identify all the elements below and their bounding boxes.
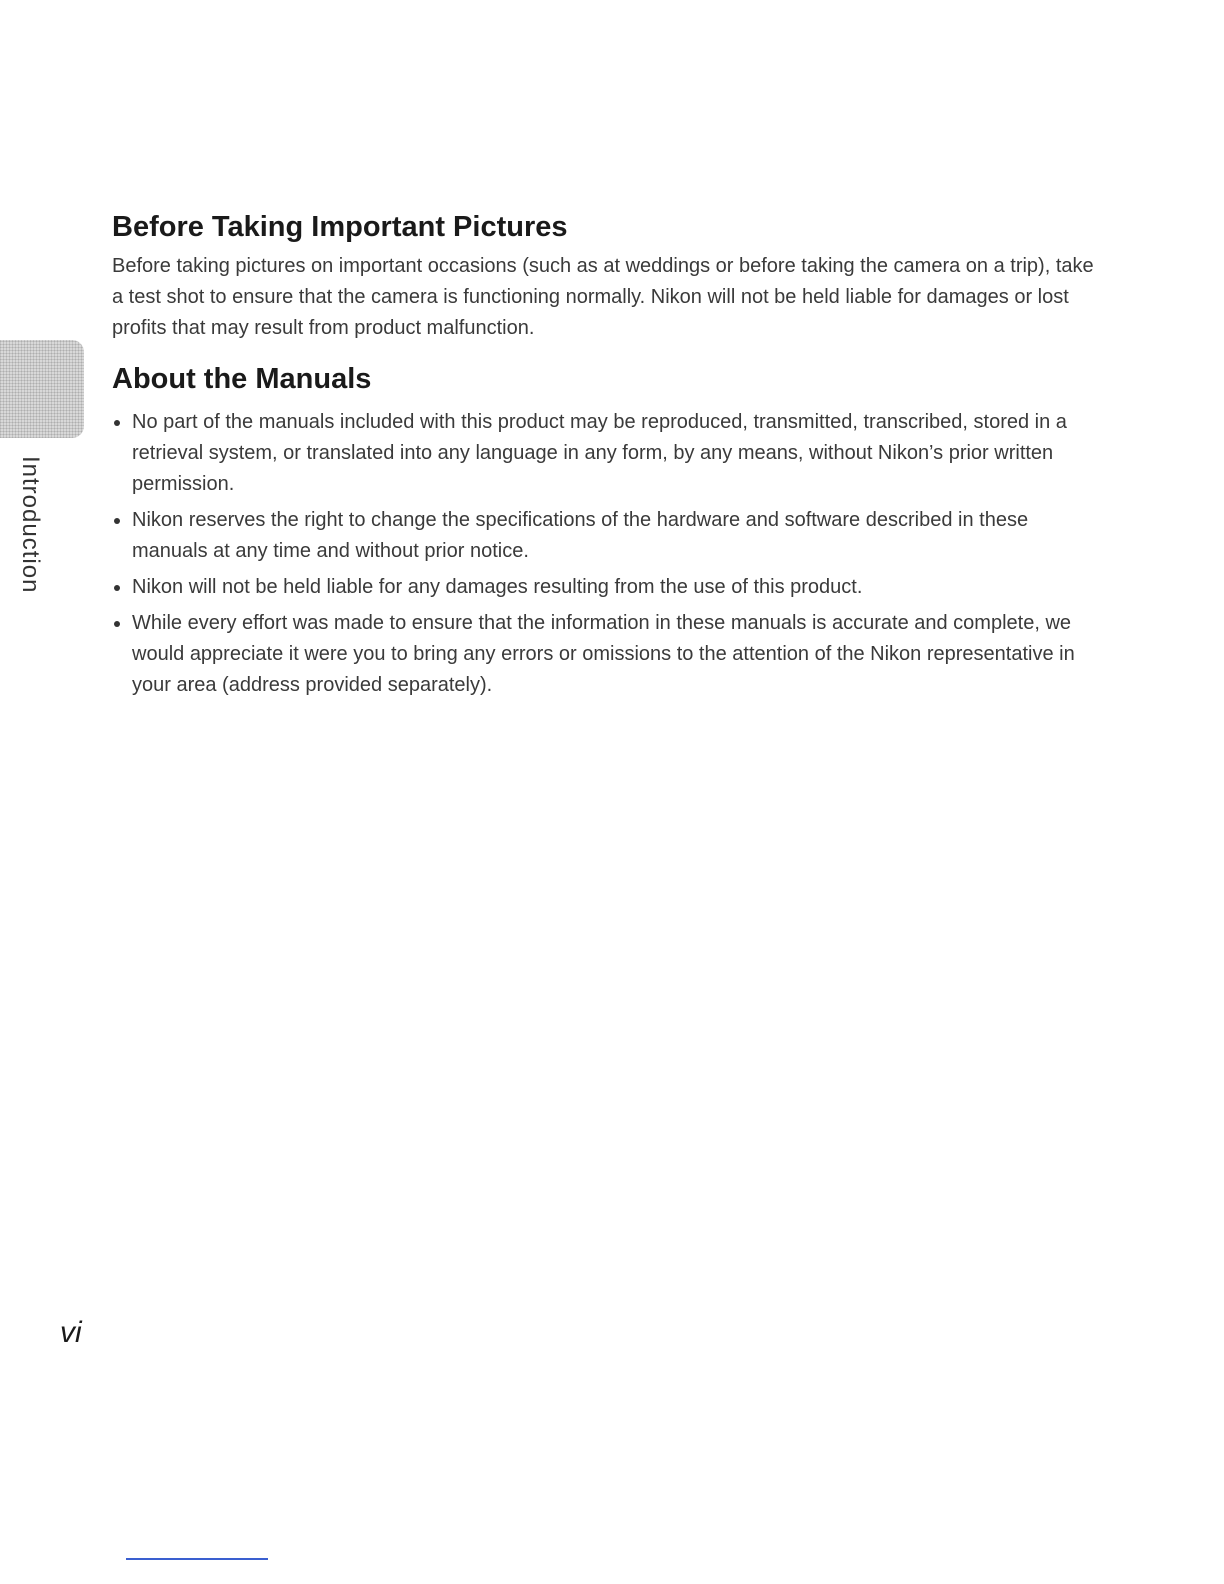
bullet-icon [114, 621, 120, 627]
bullet-icon [114, 420, 120, 426]
list-item [112, 505, 1102, 567]
bullet-icon [114, 585, 120, 591]
bullet-icon [114, 518, 120, 524]
list-item-text: Nikon reserves the right to change the specifications of the hardware and software described in these manuals at any time and without prior notice. [132, 508, 1029, 562]
manuals-heading: About the Manuals [112, 362, 372, 395]
section-tab-marker [0, 340, 84, 438]
important-pictures-heading: Before Taking Important Pictures [112, 211, 568, 243]
footer-divider [126, 1558, 268, 1560]
list-item [112, 572, 1102, 603]
manuals-bullet-list [112, 407, 1102, 701]
important-pictures-paragraph: Before taking pictures on important occasions (such as at weddings or before taking the camera on a trip), take a test shot to ensure that the camera is functioning normally. Nikon will not be held liable for damages or lost profits that may result from product malfunction. [112, 254, 1094, 339]
section-tab-label: Introduction [17, 456, 44, 594]
page-number: vi [60, 1316, 82, 1349]
list-item [112, 407, 1102, 500]
list-item [112, 608, 1102, 701]
page-content [112, 210, 1102, 706]
manuals-section [112, 362, 1102, 701]
list-item-text: No part of the manuals included with this product may be reproduced, transmitted, transcribed, stored in a retrieval system, or translated into any language in any form, by any means, without Nikon’s prior written permission. [132, 410, 1067, 495]
important-pictures-section [112, 210, 1102, 344]
list-item-text: Nikon will not be held liable for any damages resulting from the use of this product. [132, 575, 863, 598]
list-item-text: While every effort was made to ensure that the information in these manuals is accurate and complete, we would appreciate it were you to bring any errors or omissions to the attention of the Nikon representative in your area (address provided separately). [132, 611, 1075, 696]
